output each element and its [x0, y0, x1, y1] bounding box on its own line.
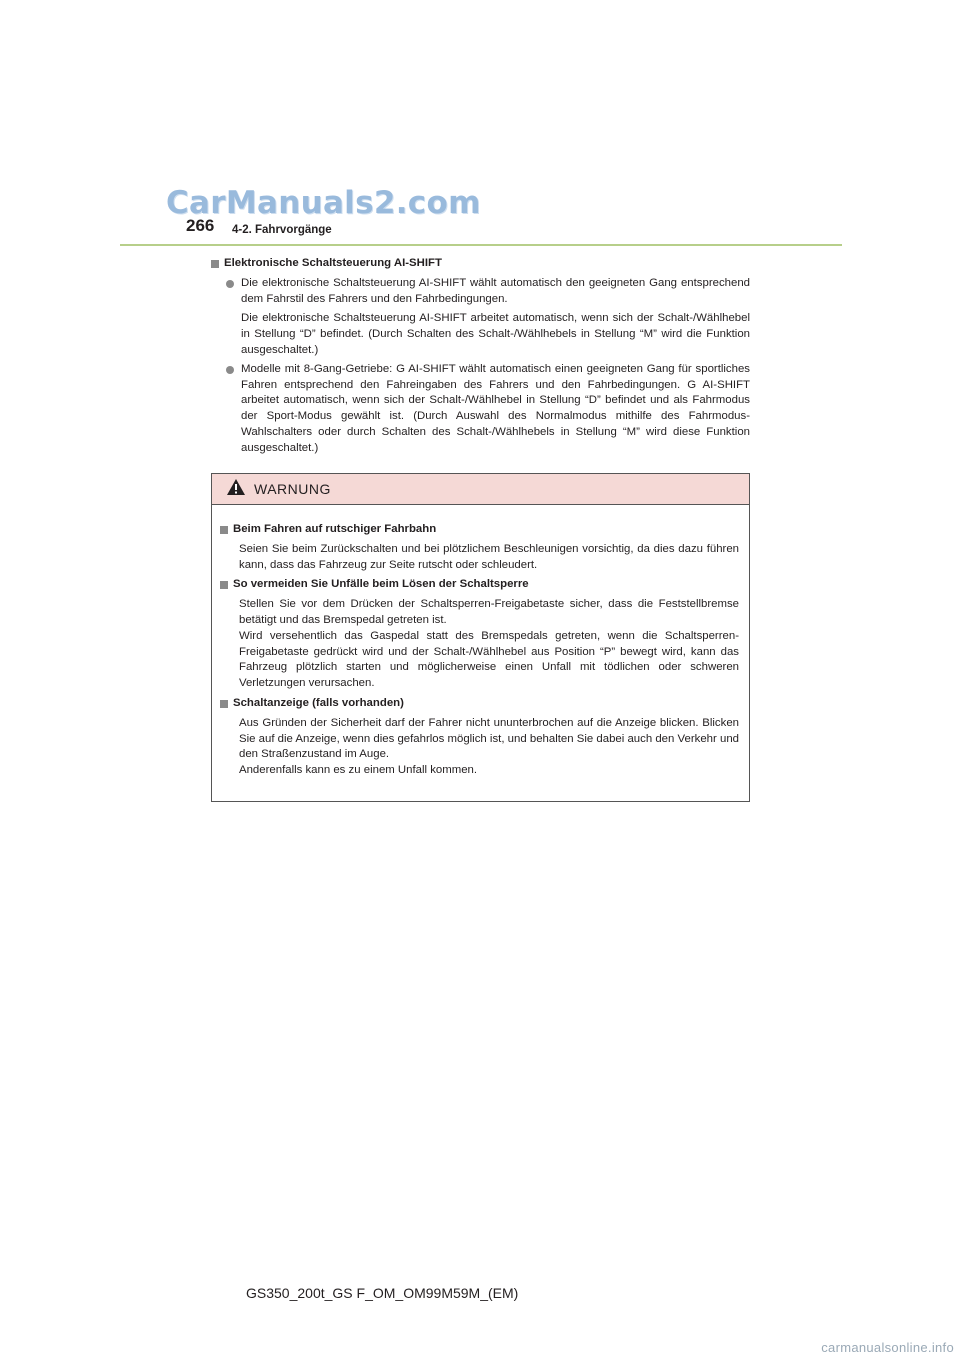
watermark: carmanualsonline.info	[821, 1340, 954, 1355]
section-heading	[211, 256, 750, 272]
warning-item-text: Seien Sie beim Zurückschalten und bei plötzlichem Beschleunigen vorsichtig, da dies dazu führen kann, dass das Fahrzeug zur Seite rutscht oder schleudert.	[239, 542, 739, 571]
warning-item-text-part: Stellen Sie vor dem Drücken der Schaltsperren-Freigabetaste sicher, dass die Feststellbremse betätigt und das Bremspedal getreten ist.	[239, 598, 739, 626]
page-number: 266	[186, 216, 215, 235]
warning-item-text-part: Wird versehentlich das Gaspedal statt des Bremspedals getreten, wenn die Schaltsperren-Freigabetaste gedrückt wird und der Schalt-/Wählhebel aus Position “P” bewegt wird, kann das Fahrzeug plötzlich starten und möglicherweise einen Unfall mit tödlichen oder schweren Verletzungen verursachen.	[239, 629, 739, 690]
header-divider	[120, 244, 842, 246]
square-bullet-icon	[220, 700, 228, 708]
square-bullet-icon	[220, 581, 228, 589]
warning-header	[212, 474, 749, 505]
warning-item-text-part: Anderenfalls kann es zu einem Unfall kommen.	[239, 764, 478, 777]
list-item-text: Modelle mit 8-Gang-Getriebe: G AI-SHIFT wählt automatisch einen geeigneten Gang für sportliches Fahren entsprechend den Fahreingaben des Fahrers und den Fahrbedingungen. G AI-SHIFT arbeitet automatisch, wenn sich der Schalt-/Wählhebel in Stellung “D” befindet und als Fahrmodus der Sport-Modus gewählt ist. (Durch Auswahl des Normalmodus mithilfe des Fahrmodus-Wahlschalters oder durch Schalten des Schalt-/Wählhebels in Stellung “M” wird diese Funktion ausgeschaltet.)	[241, 362, 750, 454]
warning-body	[212, 505, 749, 779]
square-bullet-icon	[211, 260, 219, 268]
warning-item-text	[239, 716, 739, 779]
warning-item-heading-text: Beim Fahren auf rutschiger Fahrbahn	[233, 523, 437, 535]
round-bullet-icon	[226, 366, 234, 374]
document-code: GS350_200t_GS F_OM_OM99M59M_(EM)	[246, 1285, 519, 1301]
list-item-extra: Die elektronische Schaltsteuerung AI-SHIFT arbeitet automatisch, wenn sich der Schalt-/Wählhebel in Stellung “D” befindet. (Durch Schalten des Schalt-/Wählhebels in Stellung “M” wird die Funktion ausgeschaltet.)	[241, 312, 750, 356]
list-item	[211, 276, 750, 308]
list-item	[211, 362, 750, 457]
main-content	[211, 256, 750, 457]
warning-box	[211, 473, 750, 802]
warning-item-heading	[220, 577, 739, 593]
site-logo: CarManuals2.com	[166, 185, 481, 221]
warning-triangle-icon	[226, 478, 246, 501]
warning-item-heading-text: So vermeiden Sie Unfälle beim Lösen der Schaltsperre	[233, 578, 529, 591]
warning-item-heading	[220, 522, 739, 538]
warning-item-text	[239, 597, 739, 692]
square-bullet-icon	[220, 526, 228, 534]
warning-item-heading	[220, 696, 739, 712]
warning-item-heading-text: Schaltanzeige (falls vorhanden)	[233, 696, 404, 709]
round-bullet-icon	[226, 280, 234, 288]
section-title: 4-2. Fahrvorgänge	[232, 224, 332, 236]
warning-title: WARNUNG	[254, 481, 331, 497]
warning-item-text-part: Aus Gründen der Sicherheit darf der Fahrer nicht ununterbrochen auf die Anzeige blicken. Blicken Sie auf die Anzeige, wenn dies gefahrlos möglich ist, und behalten Sie dabei auch den Verkehr und den Straßenzustand im Auge.	[239, 716, 739, 761]
list-item-text: Die elektronische Schaltsteuerung AI-SHIFT wählt automatisch den geeigneten Gang entsprechend dem Fahrstil des Fahrers und den Fahrbedingungen.	[241, 276, 750, 305]
section-heading-text: Elektronische Schaltsteuerung AI-SHIFT	[224, 257, 442, 269]
